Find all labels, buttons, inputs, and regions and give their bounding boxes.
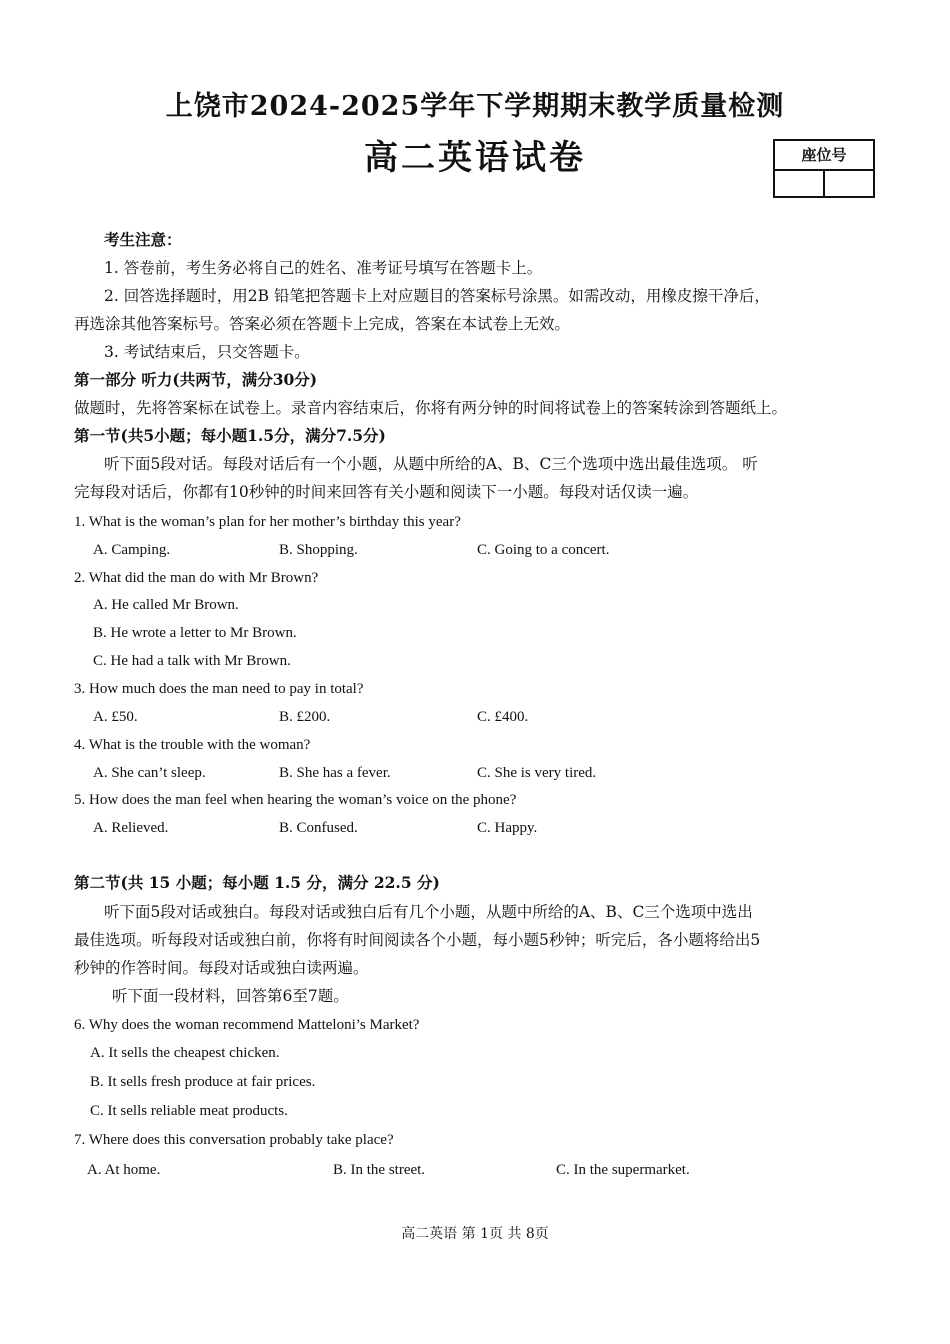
exam-title: 上饶市2024-2025学年下学期期末教学质量检测 bbox=[165, 91, 785, 122]
section1-heading: 第一节(共5小题；每小题1.5分，满分7.5分) bbox=[74, 426, 386, 445]
question-3-option-a: A. £50. bbox=[93, 709, 138, 725]
question-7-option-a: A. At home. bbox=[87, 1162, 161, 1178]
question-5-option-c: C. Happy. bbox=[477, 820, 538, 836]
question-7-option-c: C. In the supermarket. bbox=[556, 1162, 690, 1178]
section2-instruction-line-3: 秒钟的作答时间。每段对话或独白读两遍。 bbox=[74, 959, 369, 977]
question-5-stem: 5. How does the man feel when hearing the woman’s voice on the phone? bbox=[74, 792, 517, 808]
question-6-option-b: B. It sells fresh produce at fair prices. bbox=[90, 1074, 316, 1090]
question-7-option-b: B. In the street. bbox=[333, 1162, 426, 1178]
notice-item-2-line-2: 再选涂其他答案标号。答案必须在答题卡上完成，答案在本试卷上无效。 bbox=[74, 315, 571, 333]
seat-number-label: 座位号 bbox=[775, 141, 873, 171]
question-4-option-a: A. She can’t sleep. bbox=[93, 765, 206, 781]
page-footer: 高二英语 第 1页 共 8页 bbox=[401, 1226, 549, 1242]
notice-item-3: 3. 考试结束后，只交答题卡。 bbox=[104, 343, 310, 361]
section2-instruction-line-2: 最佳选项。听每段对话或独白前，你将有时间阅读各个小题，每小题5秒钟；听完后，各小题将给出5 bbox=[74, 931, 761, 949]
question-2-stem: 2. What did the man do with Mr Brown? bbox=[74, 570, 319, 586]
question-2-option-b: B. He wrote a letter to Mr Brown. bbox=[93, 625, 297, 641]
section2-heading: 第二节(共 15 小题；每小题 1.5 分，满分 22.5 分) bbox=[74, 873, 440, 892]
question-3-stem: 3. How much does the man need to pay in total? bbox=[74, 681, 364, 697]
notice-item-1: 1. 答卷前，考生务必将自己的姓名、准考证号填写在答题卡上。 bbox=[104, 259, 543, 277]
question-1-stem: 1. What is the woman’s plan for her mother’s birthday this year? bbox=[74, 514, 461, 530]
question-1-option-a: A. Camping. bbox=[93, 542, 171, 558]
question-1-option-c: C. Going to a concert. bbox=[477, 542, 610, 558]
question-5-option-a: A. Relieved. bbox=[93, 820, 169, 836]
question-2-option-c: C. He had a talk with Mr Brown. bbox=[93, 653, 291, 669]
part1-instruction: 做题时，先将答案标在试卷上。录音内容结束后，你将有两分钟的时间将试卷上的答案转涂到答题纸上。 bbox=[74, 399, 788, 417]
question-3-option-b: B. £200. bbox=[279, 709, 331, 725]
subject-title: 高二英语试卷 bbox=[364, 138, 586, 178]
question-6-option-c: C. It sells reliable meat products. bbox=[90, 1103, 288, 1119]
question-6-option-a: A. It sells the cheapest chicken. bbox=[90, 1045, 280, 1061]
seat-cell-1 bbox=[775, 171, 823, 198]
question-2-option-a: A. He called Mr Brown. bbox=[93, 597, 239, 613]
seat-number-box bbox=[773, 139, 875, 198]
question-1-option-b: B. Shopping. bbox=[279, 542, 358, 558]
section2-material-note: 听下面一段材料，回答第6至7题。 bbox=[112, 987, 349, 1005]
seat-cell-2 bbox=[823, 171, 873, 198]
section1-instruction-line-2: 完每段对话后，你都有10秒钟的时间来回答有关小题和阅读下一小题。每段对话仅读一遍。 bbox=[74, 483, 699, 501]
question-3-option-c: C. £400. bbox=[477, 709, 529, 725]
question-4-option-c: C. She is very tired. bbox=[477, 765, 597, 781]
question-4-stem: 4. What is the trouble with the woman? bbox=[74, 737, 311, 753]
section1-instruction-line-1: 听下面5段对话。每段对话后有一个小题，从题中所给的A、B、C三个选项中选出最佳选项。 听 bbox=[104, 455, 758, 473]
question-4-option-b: B. She has a fever. bbox=[279, 765, 391, 781]
question-7-stem: 7. Where does this conversation probably take place? bbox=[74, 1132, 394, 1148]
part1-heading: 第一部分 听力(共两节，满分30分) bbox=[74, 370, 318, 389]
question-6-stem: 6. Why does the woman recommend Matteloni’s Market? bbox=[74, 1017, 420, 1033]
notice-heading: 考生注意： bbox=[104, 230, 182, 249]
section2-instruction-line-1: 听下面5段对话或独白。每段对话或独白后有几个小题，从题中所给的A、B、C三个选项中选出 bbox=[104, 903, 753, 921]
notice-item-2-line-1: 2. 回答选择题时，用2B 铅笔把答题卡上对应题目的答案标号涂黑。如需改动，用橡皮擦干净后， bbox=[104, 287, 770, 305]
question-5-option-b: B. Confused. bbox=[279, 820, 358, 836]
